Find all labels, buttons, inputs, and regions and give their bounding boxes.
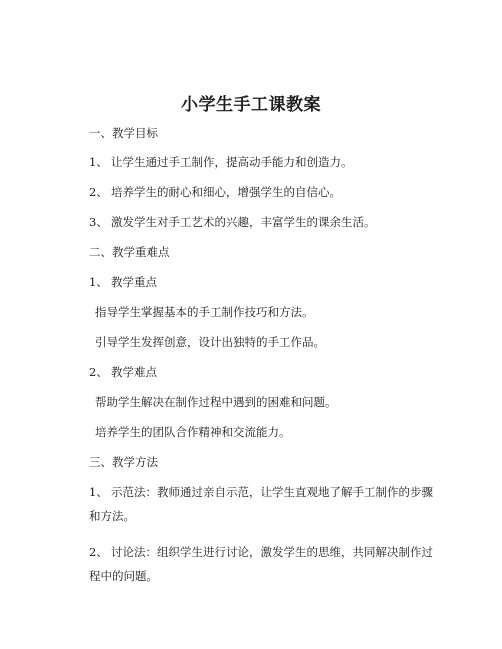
method-paragraph-2 xyxy=(89,540,434,588)
subheading-key-point xyxy=(89,275,157,289)
key-point-detail-2 xyxy=(95,335,325,349)
objective-item-3 xyxy=(89,215,376,229)
item-text: 激发学生对手工艺术的兴趣，丰富学生的课余生活。 xyxy=(111,215,376,229)
line-text: 三、教学方法 xyxy=(89,455,158,469)
item-number: 1、 xyxy=(89,155,108,169)
item-text: 教学难点 xyxy=(111,365,157,379)
document-title: 小学生手工课教案 xyxy=(181,95,321,115)
paragraph-text: 示范法：教师通过亲自示范，让学生直观地了解手工制作的步骤和方法。 xyxy=(89,485,433,523)
line-text: 指导学生掌握基本的手工制作技巧和方法。 xyxy=(95,305,314,319)
objective-item-2 xyxy=(89,185,341,199)
item-number: 2、 xyxy=(89,365,108,379)
subheading-difficulty xyxy=(89,365,157,379)
difficulty-detail-1 xyxy=(95,395,337,409)
item-text: 培养学生的耐心和细心，增强学生的自信心。 xyxy=(111,185,341,199)
item-number: 2、 xyxy=(89,185,108,199)
section-heading-objectives xyxy=(89,126,158,140)
objective-item-1 xyxy=(89,155,353,169)
line-text: 培养学生的团队合作精神和交流能力。 xyxy=(95,425,291,439)
item-number: 2、 xyxy=(89,545,108,559)
line-text: 引导学生发挥创意，设计出独特的手工作品。 xyxy=(95,335,325,349)
line-text: 帮助学生解决在制作过程中遇到的困难和问题。 xyxy=(95,395,337,409)
key-point-detail-1 xyxy=(95,305,314,319)
item-number: 1、 xyxy=(89,275,108,289)
paragraph-text: 讨论法：组织学生进行讨论，激发学生的思维，共同解决制作过程中的问题。 xyxy=(89,545,433,583)
item-text: 让学生通过手工制作，提高动手能力和创造力。 xyxy=(111,155,353,169)
item-number: 3、 xyxy=(89,215,108,229)
method-paragraph-1 xyxy=(89,480,434,528)
section-heading-key-points xyxy=(89,245,170,259)
item-text: 教学重点 xyxy=(111,275,157,289)
item-number: 1、 xyxy=(89,485,108,499)
difficulty-detail-2 xyxy=(95,425,291,439)
section-heading-methods xyxy=(89,455,158,469)
line-text: 二、教学重难点 xyxy=(89,245,170,259)
line-text: 一、教学目标 xyxy=(89,126,158,140)
